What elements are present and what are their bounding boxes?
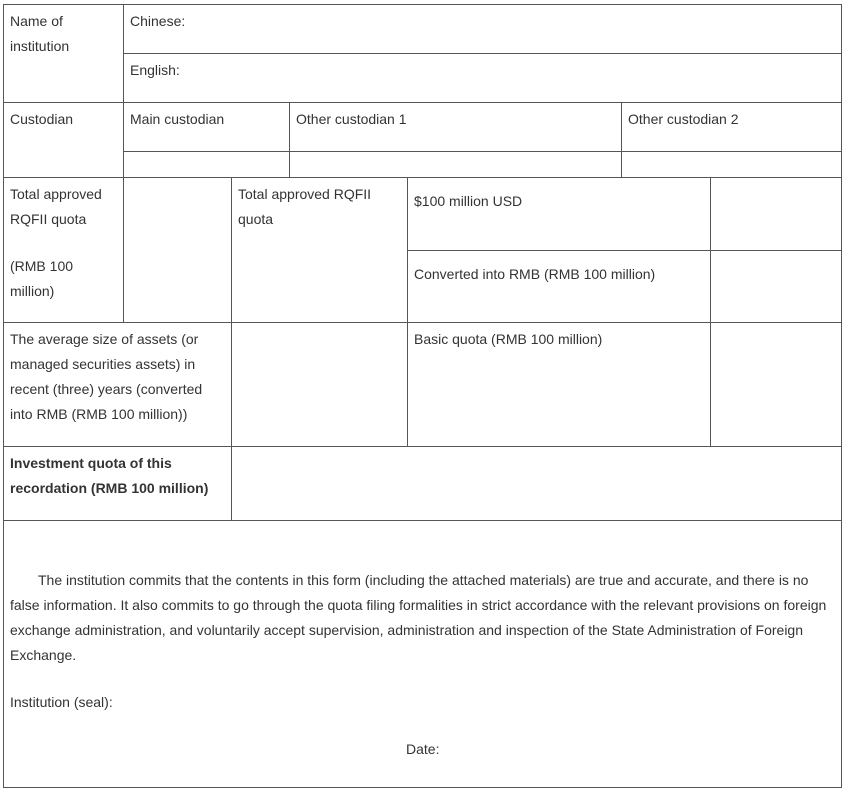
border-right <box>841 4 842 788</box>
other-custodian-2-field[interactable] <box>621 151 841 177</box>
converted-rmb-label: Converted into RMB (RMB 100 million) <box>414 266 656 282</box>
basic-quota-field[interactable] <box>710 322 841 446</box>
total-quota-label-2: Total approved RQFII quota <box>238 186 372 227</box>
investment-quota-label: Investment quota of this recordation (RMB 100 million) <box>10 455 209 496</box>
commitment-text: The institution commits that the contents in this form (including the attached materials) are true and accurate, and there is no false information. It also commits to go through the quota filing formalities in strict accordance with the relevant provisions on foreign exchange administration, and voluntarily accept supervision, administration and inspection of the State Administration of Foreign Exchange. <box>10 572 827 663</box>
commitment-section <box>3 520 841 787</box>
date-label: Date: <box>406 741 440 757</box>
average-assets-label: The average size of assets (or managed securities assets) in recent (three) years (converted into RMB (RMB 100 million)) <box>10 331 203 422</box>
total-quota-field[interactable] <box>123 177 231 322</box>
border-bottom <box>3 787 842 788</box>
custodian-label: Custodian <box>10 111 74 127</box>
average-assets-field[interactable] <box>231 322 407 446</box>
other-custodian-1-header: Other custodian 1 <box>296 111 407 127</box>
spacer <box>10 668 834 690</box>
total-quota-label <box>3 177 121 322</box>
spacer <box>10 232 114 254</box>
english-name-field[interactable]: English: <box>130 62 180 78</box>
main-custodian-field[interactable] <box>123 151 289 177</box>
chinese-name-field[interactable]: Chinese: <box>130 13 186 29</box>
spacer <box>10 715 834 737</box>
total-quota-label-text: Total approved RQFII quota <box>10 186 102 227</box>
seal-label: Institution (seal): <box>10 694 113 710</box>
total-quota-unit-text: (RMB 100 million) <box>10 258 74 299</box>
other-custodian-1-field[interactable] <box>289 151 621 177</box>
main-custodian-header: Main custodian <box>130 111 225 127</box>
investment-quota-field[interactable] <box>231 446 841 520</box>
usd-quota-field[interactable] <box>710 177 841 250</box>
institution-name-label: Name of institution <box>10 13 70 54</box>
converted-rmb-field[interactable] <box>710 250 841 322</box>
usd-quota-label: $100 million USD <box>414 193 523 209</box>
basic-quota-label: Basic quota (RMB 100 million) <box>414 331 603 347</box>
other-custodian-2-header: Other custodian 2 <box>628 111 739 127</box>
